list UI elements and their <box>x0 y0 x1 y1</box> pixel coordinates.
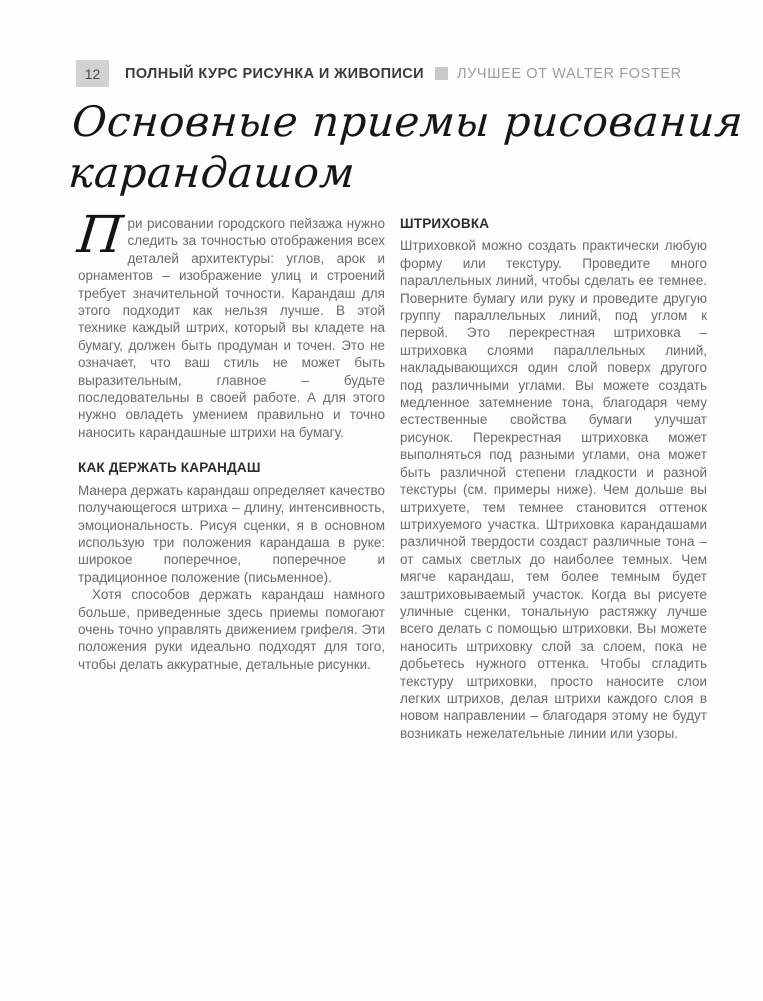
series-title: ЛУЧШЕЕ ОТ WALTER FOSTER <box>457 65 682 82</box>
page-number: 12 <box>84 65 101 82</box>
intro-text: ри рисовании городского пейзажа нужно следить за точностью отображения всех деталей архитектуры: углов, арок и орнаментов – изображение улиц и строений требует значительной точности. Карандаш для этого подходит как нельзя лучше. В этой технике каждый штрих, который вы кладете на бумагу, должен быть продуман и точен. Это не означает, что ваш стиль не может быть выразительным, главное – будьте последовательны в своей работе. А для этого нужно овладеть умением правильно и точно наносить карандашные штрихи на бумагу. <box>78 216 385 440</box>
chapter-title <box>67 96 745 198</box>
body-columns <box>74 206 707 742</box>
left-column <box>74 206 385 742</box>
separator-square-icon <box>435 67 448 80</box>
intro-paragraph <box>74 206 385 441</box>
how-to-hold-paragraph-2: Хотя способов держать карандаш намного больше, приведенные здесь приемы помогают очень точно управлять движением грифеля. Эти положения руки идеально подходят для того, чтобы делать аккуратные, детальные рисунки. <box>78 587 385 672</box>
hatching-paragraph: Штриховкой можно создать практически любую форму или текстуру. Проведите много параллельных линий, чтобы сделать ее темнее. Поверните бумагу или руку и проведите другую группу параллельных линий, под углом к первой. Это перекрестная штриховка – штриховка слоями параллельных линий, накладывающихся один слой поверх другого под различными углами. Вы можете создать медленное затемнение тона, благодаря чему естественные свойства бумаги улучшат рисунок. Перекрестная штриховка может выполняться под разными углами, она может быть различной степени гладкости и разной текстуры (см. примеры ниже). Чем дольше вы штрихуете, тем темнее становится оттенок штрихуемого участка. Штриховка карандашами различной твердости создаст различные тона – от самых светлых до наиболее темных. Чем мягче карандаш, тем более темным будет заштриховываемый участок. Когда вы рисуете уличные сценки, тональную растяжку лучше всего делать с помощью штриховки. Вы можете наносить штриховку слой за слоем, пока не добьетесь нужного оттенка. Чтобы сгладить текстуру штриховки, просто наносите слои легких штрихов, делая штрихи каждого слоя в новом направлении – благодаря этому не будут возникать нежелательные линии или узоры. <box>400 238 707 741</box>
drop-cap: П <box>74 206 126 265</box>
section-heading-how-to-hold: КАК ДЕРЖАТЬ КАРАНДАШ <box>78 460 261 476</box>
page-number-badge <box>76 60 109 87</box>
section-heading-hatching: ШТРИХОВКА <box>400 216 490 231</box>
running-head <box>76 60 705 87</box>
book-title: ПОЛНЫЙ КУРС РИСУНКА И ЖИВОПИСИ <box>125 65 424 82</box>
how-to-hold-paragraph-1: Манера держать карандаш определяет качество получающегося штриха – длину, интенсивность, эмоциональность. Рисуя сценки, я в основном использую три положения карандаша в руке: широкое поперечное, поперечное и традиционное положение (письменное). <box>78 482 385 585</box>
right-column <box>400 215 707 742</box>
chapter-title-line2: карандашом <box>66 148 357 197</box>
chapter-title-line1: Основные приемы рисования <box>70 97 745 146</box>
